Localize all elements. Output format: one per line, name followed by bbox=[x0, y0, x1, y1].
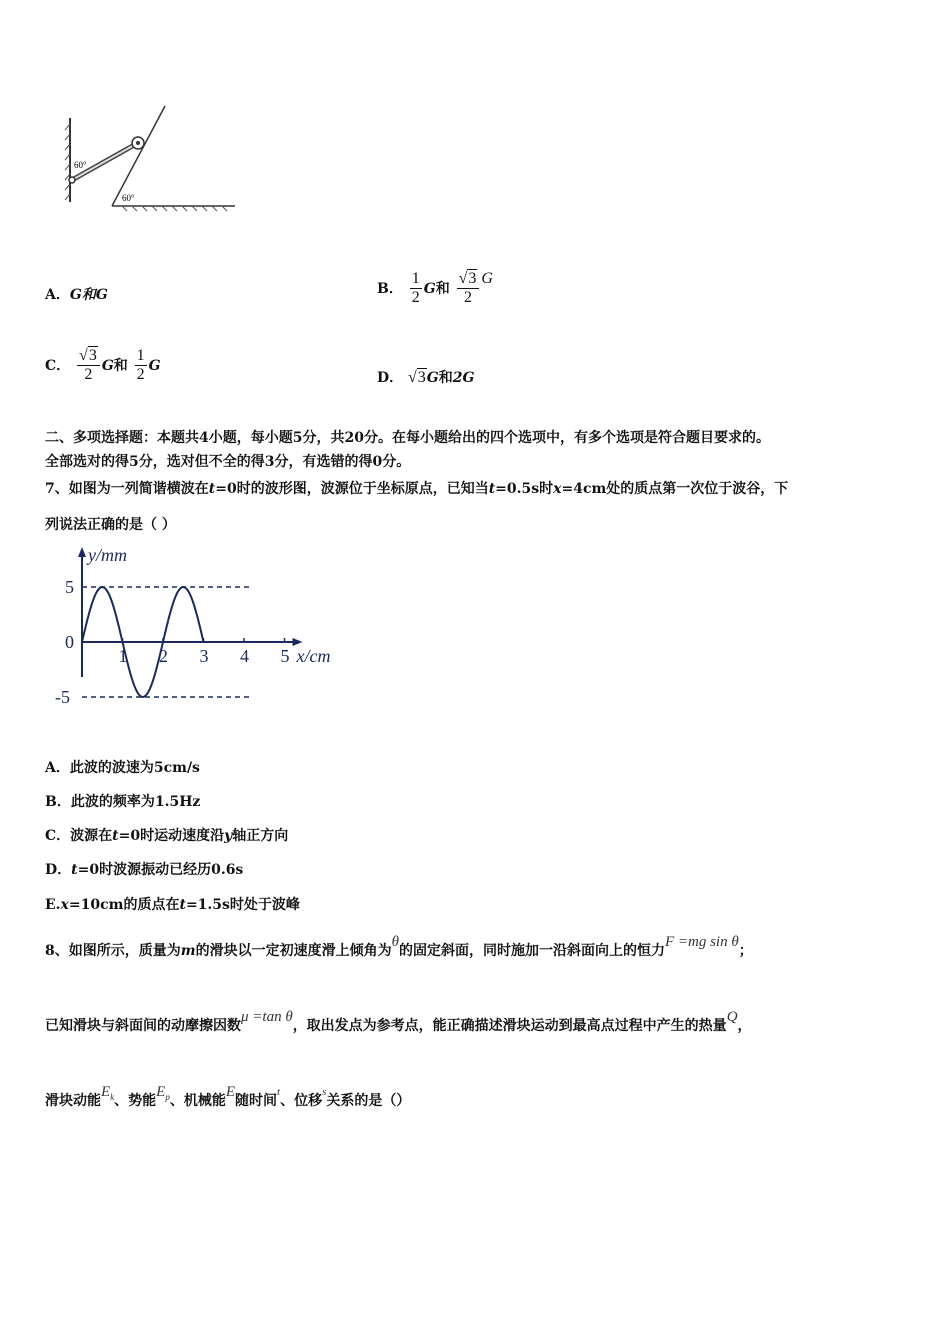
x-axis-label: x/cm bbox=[296, 646, 331, 666]
y-axis-label: y/mm bbox=[88, 545, 127, 565]
var-g: G bbox=[101, 357, 114, 374]
x-tick-label: 1 bbox=[118, 646, 128, 666]
conj: 和 bbox=[438, 370, 453, 386]
q7-option-e[interactable]: E.x=10cm的质点在t=1.5s时处于波峰 bbox=[45, 897, 300, 913]
fraction: $\frac{1}{2}$ bbox=[136, 347, 145, 384]
friction-equation: μ =tan θ bbox=[241, 1009, 293, 1025]
conj: 和 bbox=[113, 357, 128, 374]
fraction: $\frac{√3}{2}$ bbox=[457, 270, 480, 308]
var-g: G bbox=[148, 357, 161, 374]
t-symbol: t bbox=[277, 1086, 281, 1098]
x-tick-label: 3 bbox=[199, 646, 209, 666]
e-symbol: E bbox=[225, 1084, 236, 1100]
q8-line3: 滑块动能$E_k$、势能$E_p$、机械能E随时间$^t$、位移$^s$关系的是（） bbox=[45, 1084, 411, 1109]
angle-left-label: 60° bbox=[74, 160, 87, 170]
incline-rod-figure bbox=[60, 100, 245, 215]
force-equation: F =mg sin θ bbox=[664, 934, 739, 950]
q7-option-d[interactable]: D．t=0时波源振动已经历0.6s bbox=[45, 862, 244, 878]
y-tick-label: 5 bbox=[65, 577, 74, 597]
var-g: G bbox=[426, 370, 439, 386]
ep-symbol: $E_p$ bbox=[156, 1084, 170, 1102]
heading-line: 全部选对的得5分，选对但不全的得3分，有选错的得0分。 bbox=[45, 454, 411, 470]
y-tick-label: 0 bbox=[65, 632, 74, 652]
fraction: $\frac{1}{2}$ bbox=[411, 270, 420, 307]
option-b[interactable] bbox=[377, 270, 493, 308]
angle-right-label: 60° bbox=[122, 193, 135, 203]
q8-line1: 8、如图所示，质量为m的滑块以一定初速度滑上倾角为θ的固定斜面，同时施加一沿斜面向上的恒力F =mg sin θ； bbox=[45, 934, 753, 959]
heading-line: 二、多项选择题：本题共4小题，每小题5分，共20分。在每小题给出的四个选项中，有多个选项是符合题目要求的。 bbox=[45, 430, 770, 446]
conj: 和 bbox=[435, 280, 450, 297]
var-g: G bbox=[423, 280, 436, 297]
fraction: $\frac{√3}{2}$ bbox=[77, 347, 100, 385]
theta-symbol: θ bbox=[391, 934, 399, 950]
option-letter: C． bbox=[45, 357, 71, 374]
heat-symbol: Q bbox=[726, 1009, 738, 1025]
option-text: G和G bbox=[69, 287, 108, 303]
ek-symbol: $E_k$ bbox=[101, 1084, 115, 1102]
option-letter: D． bbox=[377, 370, 404, 386]
q7-option-a[interactable]: A．此波的波速为5cm/s bbox=[45, 760, 200, 776]
x-tick-label: 2 bbox=[159, 646, 168, 666]
option-letter: B． bbox=[377, 280, 403, 297]
section-heading bbox=[45, 426, 915, 474]
wave-chart bbox=[45, 545, 350, 730]
q7-stem-line1: 7、如图为一列简谐横波在t=0时的波形图，波源位于坐标原点，已知当t=0.5s时x=4cm处的质点第一次位于波谷，下 bbox=[45, 481, 789, 497]
q7-option-b[interactable]: B．此波的频率为1.5Hz bbox=[45, 794, 201, 810]
option-c[interactable] bbox=[45, 347, 161, 385]
option-a[interactable] bbox=[45, 288, 108, 302]
var-g: G bbox=[481, 269, 493, 287]
y-tick-label: -5 bbox=[55, 687, 70, 707]
x-tick-label: 5 bbox=[280, 646, 290, 666]
q7-option-c[interactable]: C．波源在t=0时运动速度沿y轴正方向 bbox=[45, 828, 289, 844]
y-axis-arrow bbox=[78, 547, 86, 557]
option-d[interactable] bbox=[377, 370, 474, 386]
option-text: 2G bbox=[452, 370, 475, 386]
x-tick-label: 4 bbox=[240, 646, 249, 666]
sqrt: √3 bbox=[408, 369, 426, 386]
option-letter: A． bbox=[45, 287, 70, 303]
q7-stem-line2: 列说法正确的是（ ） bbox=[45, 517, 176, 533]
s-symbol: s bbox=[322, 1086, 327, 1098]
x-axis-arrow bbox=[293, 638, 303, 646]
q8-line2: 已知滑块与斜面间的动摩擦因数μ =tan θ，取出发点为参考点，能正确描述滑块运动到最高点过程中产生的热量Q， bbox=[45, 1009, 752, 1034]
